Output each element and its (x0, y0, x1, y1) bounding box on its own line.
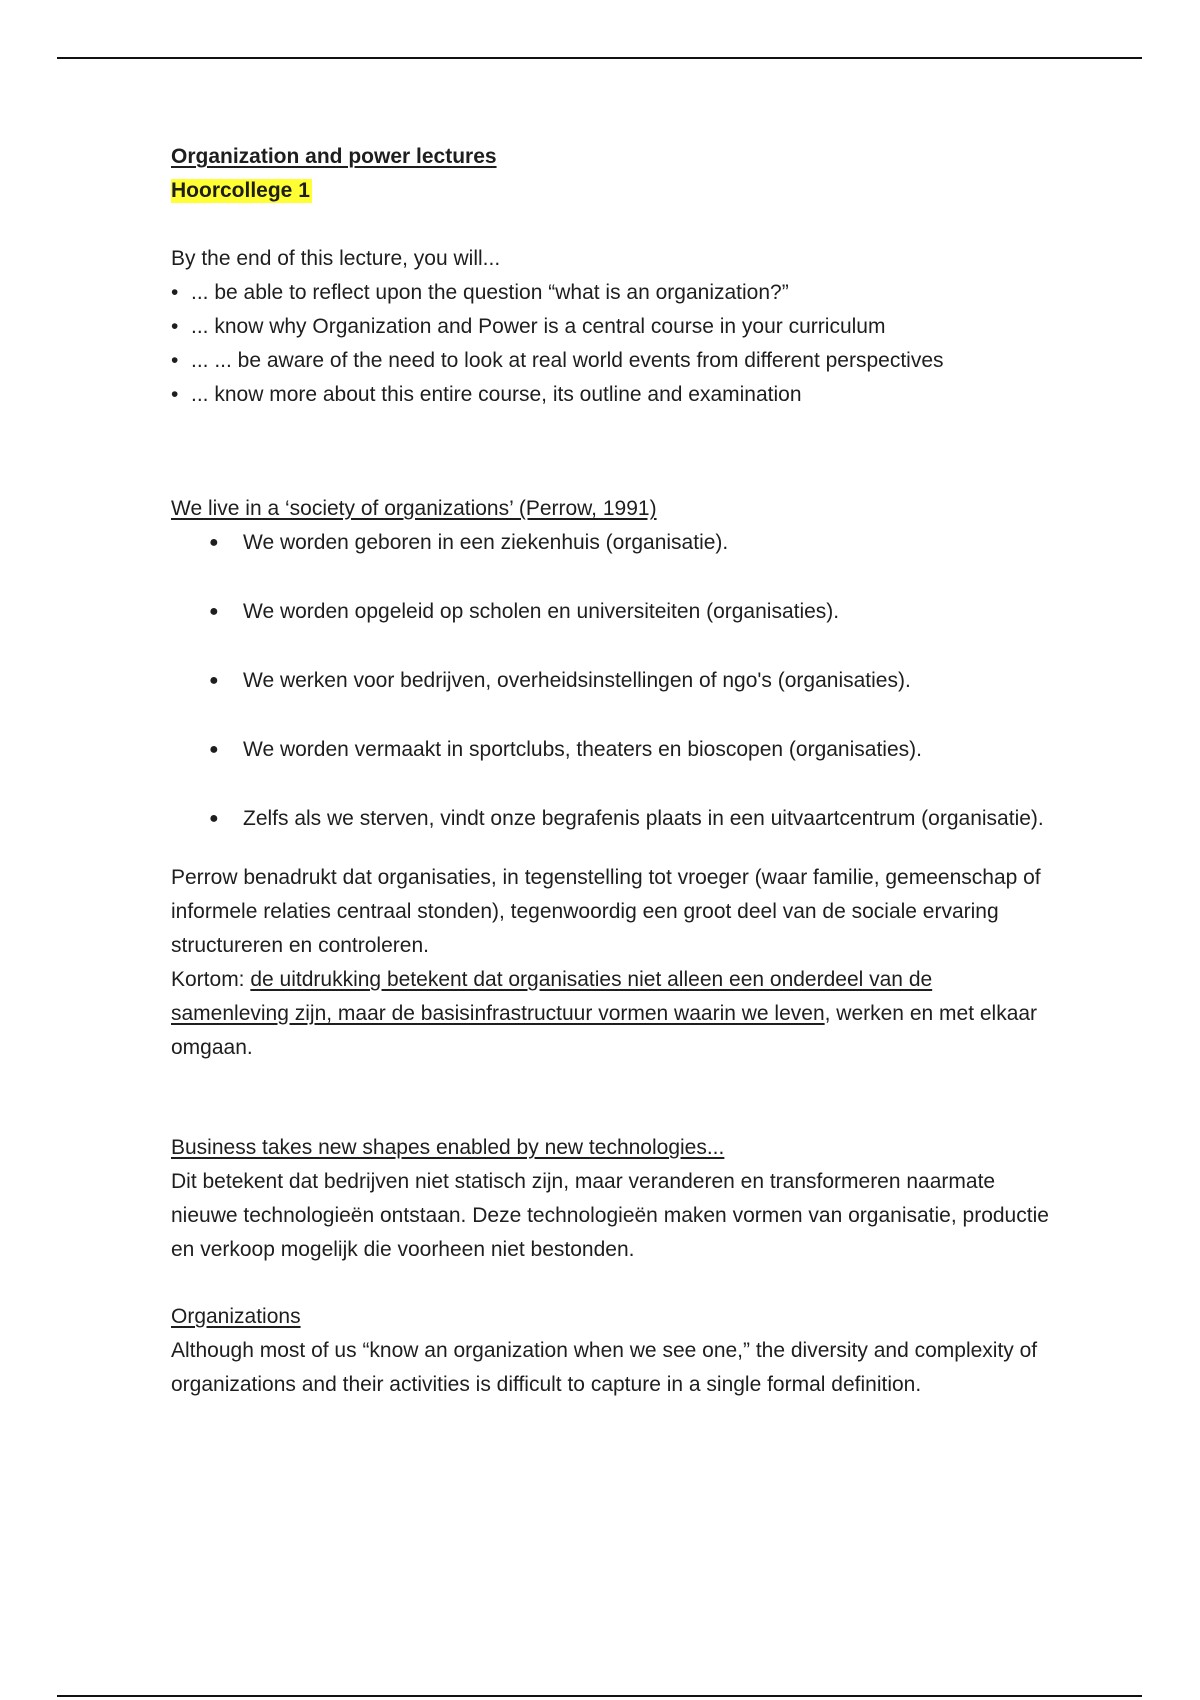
organizations-heading: Organizations (171, 1305, 301, 1328)
perrow-paragraph: Perrow benadrukt dat organisaties, in tegenstelling tot vroeger (waar familie, gemeenschap of informele relaties centraal stonden), tegenwoordig een groot deel van de sociale ervaring structureren en controleren. (171, 866, 1041, 957)
society-item-text: We werken voor bedrijven, overheidsinstellingen of ngo's (organisaties). (243, 669, 911, 692)
society-item-text: We worden opgeleid op scholen en universiteiten (organisaties). (243, 600, 840, 623)
learning-goal-item: • ... know why Organization and Power is a central course in your curriculum (171, 310, 1051, 344)
society-list-item (171, 664, 1051, 698)
organizations-body: Although most of us “know an organization when we see one,” the diversity and complexity of organizations and their activities is difficult to capture in a single formal definition. (171, 1339, 1038, 1396)
kortom-tail: , werken en met elkaar omgaan. (171, 1002, 1038, 1059)
learning-goal-item: • ... ... be aware of the need to look at real world events from different perspectives (171, 344, 1051, 378)
learning-goal-item: • ... know more about this entire course, its outline and examination (171, 378, 1051, 412)
society-list-item (171, 526, 1051, 560)
kortom-underlined-text: de uitdrukking betekent dat organisaties niet alleen een onderdeel van de samenleving zijn, maar de basisinfrastructuur vormen waarin we leven (171, 968, 933, 1025)
society-list-item (171, 802, 1051, 836)
kortom-paragraph (171, 963, 1051, 1065)
organizations-section (171, 1300, 1051, 1402)
society-item-text: We worden vermaakt in sportclubs, theaters en bioscopen (organisaties). (243, 738, 922, 761)
society-list (171, 526, 1051, 836)
bullet-icon: ● (209, 672, 219, 689)
society-heading: We live in a ‘society of organizations’ (Perrow, 1991) (171, 497, 657, 520)
bullet-icon: ● (209, 810, 219, 827)
kortom-lead: Kortom: (171, 968, 251, 991)
society-list-item (171, 595, 1051, 629)
document-body (171, 140, 1051, 1402)
society-item-text: We worden geboren in een ziekenhuis (organisatie). (243, 531, 729, 554)
lecture-heading (171, 174, 1051, 208)
business-heading: Business takes new shapes enabled by new technologies... (171, 1136, 725, 1159)
business-section (171, 1131, 1051, 1267)
learning-goals-lead: By the end of this lecture, you will... (171, 247, 501, 270)
bottom-rule (57, 1695, 1142, 1697)
bullet-icon: ● (209, 534, 219, 551)
society-item-text: Zelfs als we sterven, vindt onze begrafenis plaats in een uitvaartcentrum (organisatie). (243, 807, 1044, 830)
highlighted-lecture-label: Hoorcollege 1 (171, 179, 310, 202)
learning-goals-section (171, 242, 1051, 412)
bullet-icon: ● (209, 741, 219, 758)
bullet-icon: ● (209, 603, 219, 620)
learning-goal-item: • ... be able to reflect upon the question “what is an organization?” (171, 276, 1051, 310)
business-body: Dit betekent dat bedrijven niet statisch zijn, maar veranderen en transformeren naarmate nieuwe technologieën ontstaan. Deze technologieën maken vormen van organisatie, productie en verkoop mogelijk die voorheen niet bestonden. (171, 1170, 1049, 1261)
learning-goals-list (171, 276, 1051, 412)
society-list-item (171, 733, 1051, 767)
top-rule (57, 57, 1142, 59)
document-title: Organization and power lectures (171, 145, 497, 168)
society-section (171, 492, 1051, 1065)
